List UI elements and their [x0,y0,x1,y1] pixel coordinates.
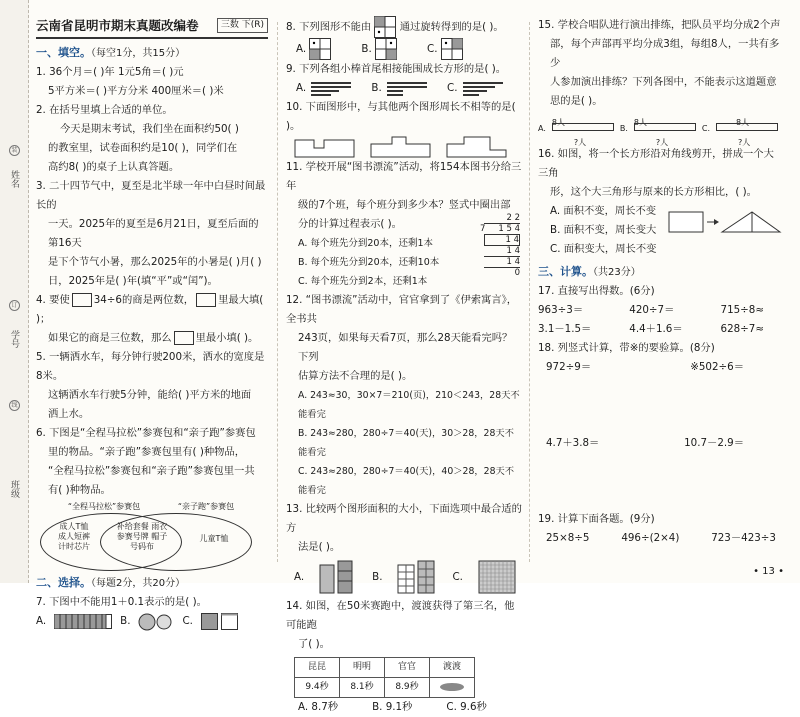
notched-shape-figure-b [370,136,432,158]
question-1: 1. 36个月＝( )年 1元5角＝( )元 [36,66,184,78]
question-17: 17. 直接写出得数。(6分) [538,285,655,297]
sticks-figure-a [309,80,353,96]
sticks-figure-c [461,80,505,96]
calc-item: 3.1－1.5＝ [538,323,592,335]
area-compare-figure-a [318,559,358,595]
question-3-text: 一天。2025年的夏至是6月21日，夏至后面的第16天 [48,218,259,249]
circled-step: 1 4 [484,234,520,246]
question-16-body [538,202,784,259]
coin-figure [138,613,174,631]
question-10: 10. 下面图形中，与其他两个图形周长不相等的是( )。 [286,101,516,132]
column-divider [277,22,278,562]
rotated-figure-c [441,38,463,60]
long-division-figure: 2 2 7 1 5 4 1 4 1 4 1 4 0 [480,213,520,278]
question-14: 14. 如图，在50米赛跑中，渡渡获得了第三名，他可能跑 [286,600,515,631]
option-c[interactable]: C. 每个班先分到2本，还剩1本 [298,276,428,287]
venn-diagram [36,502,268,570]
question-5-text: 洒上水。 [48,408,90,420]
segment-diagram-a: 8人 ?人 [552,113,614,143]
question-3: 3. 二十四节气中，夏至是北半球一年中白昼时间最长的 [36,180,266,211]
venn-left-items: 成人T恤 成人短裤 计时芯片 [58,522,90,551]
calc-item: 963÷3＝ [538,304,584,316]
question-2-text: 的教室里，试卷面积约是10( )，同学们在 [48,142,238,154]
venn-middle-items: 补给套餐 雨衣 参赛号牌 帽子 号码布 [116,522,168,551]
rotation-source-figure [374,16,396,38]
question-6: 6. 下图是“全程马拉松”参赛包和“亲子跑”参赛包 [36,427,256,439]
option-a[interactable]: A. 243≈30，30×7＝210(页)，210＜243，28天不能看完 [298,390,520,420]
calc-item: ※502÷6＝ [690,361,744,373]
question-6-text: 里的物品。“亲子跑”参赛包里有( )种物品， [48,446,246,458]
name-label: 姓名 [9,170,19,188]
column-1 [36,16,268,631]
question-8-options: A. B. C. [286,38,522,60]
option-a[interactable]: A. 面积不变，周长不变 [550,205,657,217]
race-name: 官官 [385,658,430,678]
question-15: 15. 学校合唱队进行演出排练，把队员平均分成2个声 [538,19,781,31]
question-10-options [286,136,522,158]
question-11-text: 级的7个班，每个班分到多少本？竖式中圈出部 [298,199,511,211]
question-15-text: 部，每个声部再平均分成3组，每组8人，一共有多少 [550,38,780,69]
question-15-options: A. 8人 ?人 B. 8人 ?人 C. 8人 ?人 [538,111,784,145]
notched-shape-figure-c [446,136,508,158]
question-11-text: 分的计算过程表示( )。 [298,218,402,230]
binding-margin [0,0,29,583]
race-time: 9.4秒 [295,678,340,698]
calc-item: 4.7＋3.8＝ [546,437,600,449]
table-row [295,658,475,678]
calc-item: 4.4＋1.6＝ [629,323,683,335]
calc-row [538,301,784,320]
calc-row [538,434,784,510]
option-a[interactable]: A. 8.7秒 [298,701,339,713]
option-b[interactable]: B. 每个班先分到20本，还剩10本 [298,257,440,268]
venn-right-title: “亲子跑”参赛包 [177,502,235,511]
rotated-figure-a [309,38,331,60]
option-c[interactable]: C. 243≈280，280÷7＝40(天)，40＞28，28天不能看完 [298,466,515,496]
notched-shape-figure-a [294,136,356,158]
ink-smudge-icon [439,682,465,692]
option-b[interactable]: B. 9.1秒 [372,701,413,713]
option-c[interactable]: C. 9.6秒 [446,701,487,713]
calc-item: 628÷7≈ [720,323,764,335]
question-2-text: 今天是期末考试，我们坐在面积约50( ) [60,123,239,135]
option-b[interactable]: B. 243≈280，280÷7＝40(天)，30＞28，28天不能看完 [298,428,514,458]
question-12: 12. “图书漂流”活动中，官官拿到了《伊索寓言》，全书共 [286,294,518,325]
question-15-text: 思的是( )。 [550,95,603,107]
exam-title: 云南省昆明市期末真题改编卷 [36,18,199,33]
venn-left-title: “全程马拉松”参赛包 [67,502,141,511]
digit-box [174,331,194,345]
race-name: 明明 [340,658,385,678]
area-compare-figure-c [477,559,519,595]
question-7: 7. 下图中不能用1＋0.1表示的是( )。 [36,596,207,608]
venn-right-items: 儿童T恤 [199,534,229,543]
question-8: 8. 下列图形不能由 通过旋转得到的是( )。 [286,16,522,38]
class-label: 班级 [9,480,19,498]
student-id-label: 学号 [9,330,19,348]
calc-row [538,358,784,434]
section-fill-blank: 一、填空。（每空1分，共15分） [36,46,186,59]
question-12-text: 估算方法不合理的是( )。 [298,370,413,382]
binding-mark: 线 [9,400,20,411]
question-13: 13. 比较两个图形面积的大小，下面选项中最合适的方 [286,503,522,534]
calc-row [538,320,784,339]
question-7-options: A. B. C. [36,612,268,631]
question-15-text: 人参加演出排练？下列各图中，不能表示这道题意 [550,76,777,88]
option-c[interactable]: C. 面积变大，周长不变 [550,243,657,255]
question-18: 18. 列竖式计算，带※的要验算。(8分) [538,342,715,354]
grid-strip-figure [54,614,112,630]
question-3-text: 是下个节气小暑，那么2025年的小暑是( )月( ) [48,256,262,268]
option-a[interactable]: A. 每个班先分到20本，还剩1本 [298,238,434,249]
calc-item: 723－423÷3 [711,532,776,544]
sticks-figure-b [385,80,429,96]
section-choice: 二、选择。（每题2分，共20分） [36,576,186,589]
race-time: 8.1秒 [340,678,385,698]
binding-mark: 装 [9,145,20,156]
calc-item: 10.7－2.9＝ [684,437,744,449]
column-divider [529,22,530,562]
question-11: 11. 学校开展“图书漂流”活动，将154本图书分给三年 [286,161,522,192]
section-calculation: 三、计算。（共23分） [538,265,641,278]
calc-item: 715÷8≈ [720,304,764,316]
race-name: 渡渡 [430,658,475,678]
question-4-text: 如果它的商是三位数，那么 里最小填( )。 [48,332,259,344]
calc-item: 25×8÷5 [546,532,590,544]
question-14-options [286,698,522,717]
calc-item: 420÷7＝ [629,304,675,316]
digit-box [72,293,92,307]
rotated-figure-b [375,38,397,60]
race-time: 8.9秒 [385,678,430,698]
race-table [294,657,475,698]
column-3 [538,16,784,548]
question-19: 19. 计算下面各题。(9分) [538,513,655,525]
question-9: 9. 下列各组小棒首尾相接能围成长方形的是( )。 [286,63,507,75]
question-6-text: 有( )种物品。 [48,484,111,496]
grade-tag: 三数 下(R) [217,18,268,33]
question-16-text: 形，这个大三角形与原来的长方形相比，( )。 [550,186,757,198]
question-14-text: 了( )。 [298,638,330,650]
table-row [295,678,475,698]
calc-row [538,529,784,548]
question-2: 2. 在括号里填上合适的单位。 [36,104,173,116]
column-2 [286,16,522,717]
question-12-text: 243页，如果每天看7页，那么28天能看完吗？下列 [298,332,513,363]
segment-diagram-b: 8人 ?人 [634,113,696,143]
question-13-text: 法是( )。 [298,541,341,553]
race-name: 昆昆 [295,658,340,678]
question-5-text: 这辆洒水车行驶5分钟，能给( )平方米的地面 [48,389,252,401]
question-3-text: 日，2025年是( )年(填“平”或“闰”)。 [48,275,218,287]
option-b[interactable]: B. 面积不变，周长变大 [550,224,657,236]
question-9-options: A. B. C. [286,79,522,98]
area-compare-figure-b [396,559,438,595]
question-16: 16. 如图，将一个长方形沿对角线剪开，拼成一个大三角 [538,148,774,179]
question-6-text: “全程马拉松”参赛包和“亲子跑”参赛包里一共 [48,465,255,477]
calc-item: 972÷9＝ [546,361,592,373]
segment-diagram-c: 8人 ?人 [716,113,778,143]
rectangle-to-triangle-figure [668,206,782,236]
question-1-line2: 5平方米＝( )平方分米 400厘米＝( )米 [48,85,224,97]
calc-item: 496÷(2×4) [621,532,680,544]
exam-header [36,16,268,39]
question-11-body [286,215,522,291]
binding-mark: 订 [9,300,20,311]
square-grid-figure [201,613,239,631]
digit-box [196,293,216,307]
question-5: 5. 一辆洒水车，每分钟行驶200米，洒水的宽度是8米。 [36,351,265,382]
race-time-hidden [430,678,475,698]
question-13-options: A. B. C. [286,557,522,597]
page-number: • 13 • [753,566,784,577]
question-4: 4. 要使 34÷6的商是两位数， 里最大填( )； [36,294,264,325]
question-2-text: 高约8( )的桌子上认真答题。 [48,161,180,173]
